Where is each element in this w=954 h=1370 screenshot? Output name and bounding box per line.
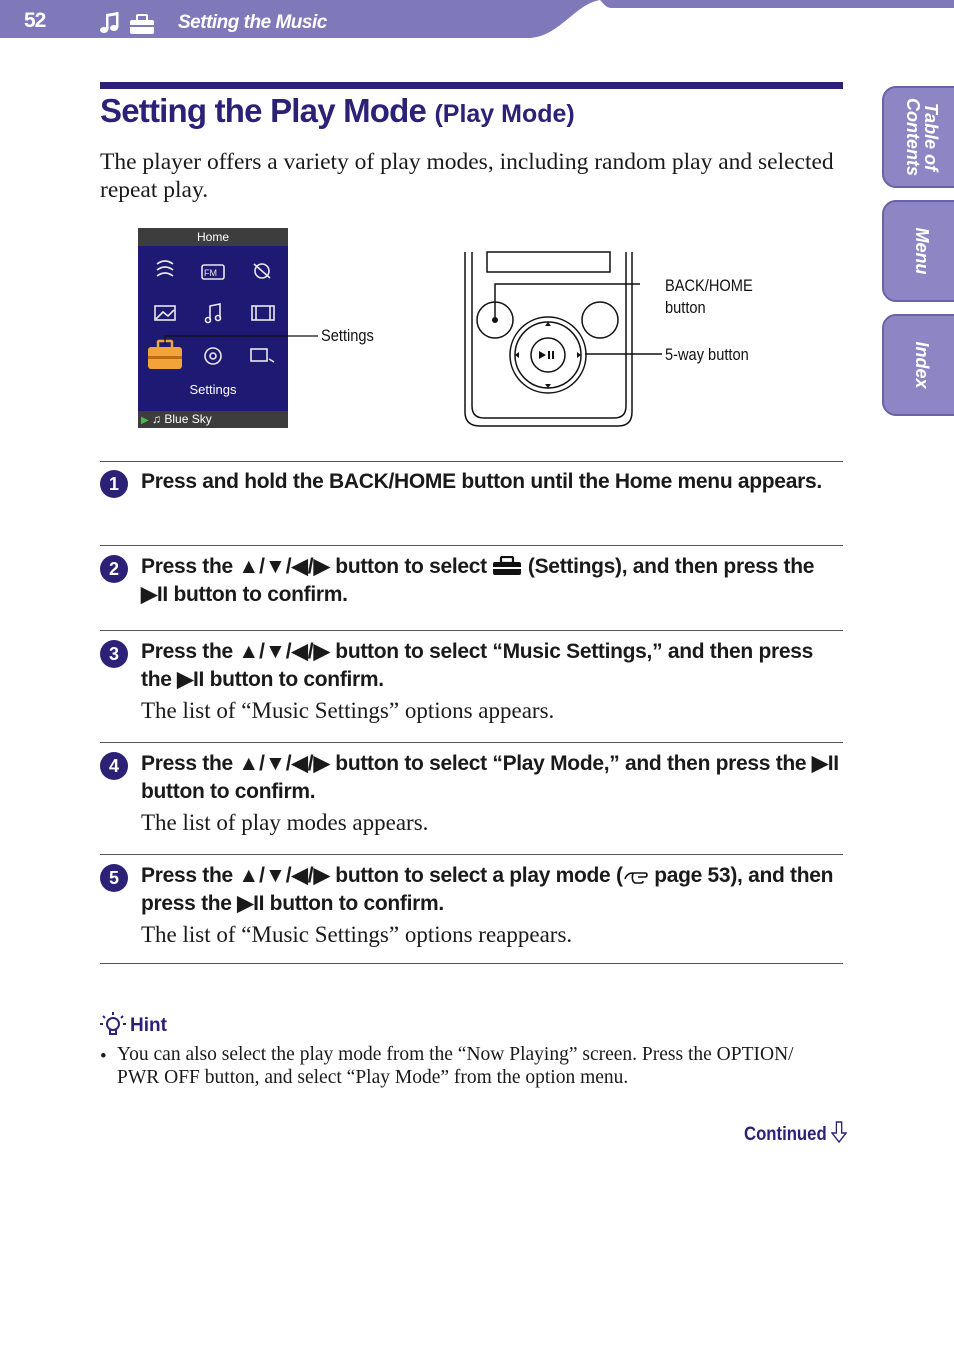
play-pause-glyph: ▶II xyxy=(237,892,265,915)
hint-label: Hint xyxy=(130,1015,167,1036)
step-number: 5 xyxy=(100,864,128,892)
arrow-keys-glyph: ▲/▼/◀/▶ xyxy=(238,555,330,578)
callout-5way: 5-way button xyxy=(665,345,749,364)
step-number: 2 xyxy=(100,555,128,583)
screen-home-label: Home xyxy=(138,228,288,246)
step-result: The list of “Music Settings” options appears. xyxy=(141,698,555,723)
step-divider xyxy=(100,545,843,546)
settings-toolbox-icon xyxy=(492,556,522,576)
step-result: The list of play modes appears. xyxy=(141,810,429,835)
screen-now-playing-bar: ▶ ♫ Blue Sky xyxy=(138,411,288,428)
player-diagram xyxy=(0,0,954,460)
play-pause-glyph: ▶II xyxy=(811,752,839,775)
arrow-keys-glyph: ▲/▼/◀/▶ xyxy=(238,640,330,663)
continued-label: Continued xyxy=(744,1124,827,1145)
continued-link[interactable] xyxy=(744,1121,847,1146)
step-divider xyxy=(100,630,843,631)
play-icon: ▶ xyxy=(141,415,149,426)
step-text: Press the ▲/▼/◀/▶ button to select (Settings), and then press the ▶II button to confirm. xyxy=(141,555,815,606)
down-arrow-icon xyxy=(831,1121,847,1143)
step-text: Press the ▲/▼/◀/▶ button to select a play mode ( page 53), and then press the ▶II button to confirm. xyxy=(141,864,834,915)
play-pause-glyph: ▶II xyxy=(177,668,205,691)
arrow-keys-glyph: ▲/▼/◀/▶ xyxy=(238,864,330,887)
option-button-shape xyxy=(582,302,618,338)
step-number: 1 xyxy=(100,470,128,498)
title-main: Setting the Play Mode xyxy=(100,92,427,129)
callout-settings: Settings xyxy=(321,326,374,345)
settings-leader-line xyxy=(165,336,318,344)
step-text: Press the ▲/▼/◀/▶ button to select “Play Mode,” and then press the ▶II button to confirm. xyxy=(141,752,839,803)
callout-back-home xyxy=(665,275,753,319)
play-pause-glyph: ▶II xyxy=(141,583,168,606)
step-text: Press the ▲/▼/◀/▶ button to select “Music Settings,” and then press the ▶II button to confirm. xyxy=(141,640,813,691)
screen-track-name: Blue Sky xyxy=(164,412,212,426)
pointing-hand-icon xyxy=(623,867,649,885)
step-divider xyxy=(100,742,843,743)
svg-text:FM: FM xyxy=(204,268,217,278)
hint-text: You can also select the play mode from the “Now Playing” screen. Press the OPTION/ PWR OFF button, and select “Play Mode” from the option menu. xyxy=(117,1044,794,1088)
intro-paragraph: The player offers a variety of play modes, including random play and selected repeat play. xyxy=(100,149,834,203)
title-sub: (Play Mode) xyxy=(434,100,575,128)
step-number: 4 xyxy=(100,752,128,780)
callout-back-home-line2: button xyxy=(665,298,706,317)
arrow-keys-glyph: ▲/▼/◀/▶ xyxy=(238,752,330,775)
section-title: Setting the Music xyxy=(178,12,327,33)
step-divider xyxy=(100,854,843,855)
tab-label: Index xyxy=(912,341,932,389)
step-result: The list of “Music Settings” options reappears. xyxy=(141,922,573,947)
tab-label: Table of Contents xyxy=(903,98,941,176)
callout-back-home-line1: BACK/HOME xyxy=(665,276,753,295)
screen-settings-label: Settings xyxy=(189,382,237,397)
hint-bullet: • xyxy=(100,1046,107,1067)
step-number: 3 xyxy=(100,640,128,668)
step-text: Press and hold the BACK/HOME button until the Home menu appears. xyxy=(141,470,822,493)
step-divider xyxy=(100,963,843,964)
lightbulb-icon xyxy=(100,1010,128,1040)
hint-heading xyxy=(100,1010,128,1045)
page-number: 52 xyxy=(24,9,46,32)
tab-label: Menu xyxy=(912,227,932,275)
step-divider xyxy=(100,461,843,462)
player-outline xyxy=(465,252,662,426)
